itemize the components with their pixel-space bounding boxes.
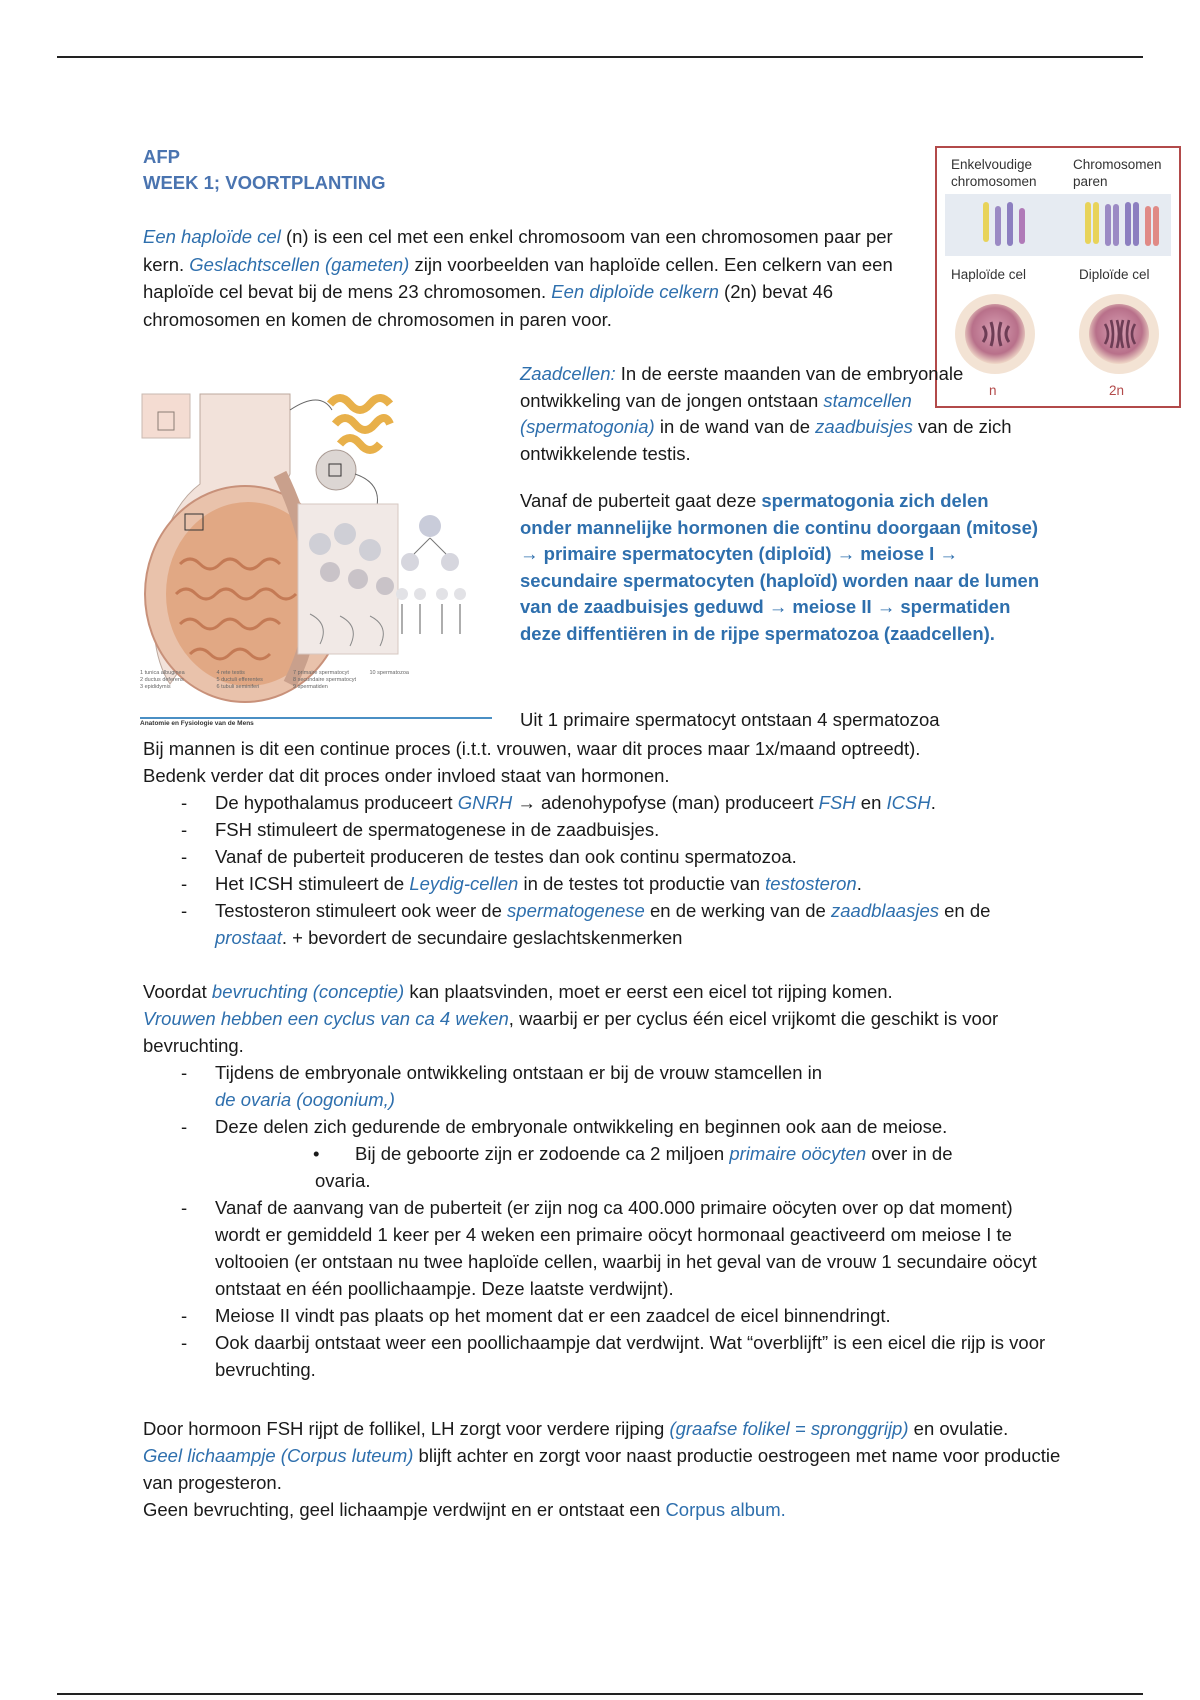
legend-item: 2 ductus deferens: [140, 677, 184, 683]
text: Het ICSH stimuleert de: [215, 873, 410, 894]
legend-item: 6 tubuli seminiferi: [216, 684, 260, 690]
week-title: WEEK 1; VOORTPLANTING: [143, 172, 386, 193]
hormone-paragraph-1: [143, 1415, 1063, 1442]
sperm-paragraph-2: [520, 488, 1040, 647]
sperm-summary: Uit 1 primaire spermatocyt ontstaan 4 spermatozoa: [520, 709, 940, 730]
legend-item: 10 spermatozoa: [369, 670, 409, 676]
text: en: [855, 792, 887, 813]
testis-figure: [140, 354, 498, 728]
term-ovaria: de ovaria (oogonium,): [215, 1089, 395, 1110]
haploid-cell-label: Haploïde cel: [951, 267, 1027, 282]
page-title: [143, 144, 386, 196]
text: Geen bevruchting, geel lichaampje verdwijnt en er ontstaat een: [143, 1499, 666, 1520]
list-item: [143, 789, 1063, 816]
intro-text-1: (n) is een cel met een enkel chromosoom van een chromosomen paar per kern.: [143, 226, 893, 275]
diploid-cell-label: Diploïde cel: [1079, 267, 1150, 282]
list-item: - Vanaf de aanvang van de puberteit (er zijn nog ca 400.000 primaire oöcyten over op dat moment) wordt er gemiddeld 1 keer per 4 weken een primaire oöcyt hormonaal geactiveerd om meiose I te voltooien (er ontstaan nu twee haploïde cellen, waarbij in het geval van de vrouw 1 secundaire oöcyt ontstaat en één poollichaampje. Deze laatste verdwijnt).: [143, 1194, 1063, 1302]
women-bullet-list: [143, 1059, 1063, 1140]
list-item: - FSH stimuleert de spermatogenese in de zaadbuisjes.: [143, 816, 1063, 843]
spermatogenesis-detail: [298, 504, 466, 654]
term-zaadbuisjes: zaadbuisjes: [815, 416, 913, 437]
sub-bullet-line: [143, 1140, 1063, 1167]
course-title: AFP: [143, 146, 180, 167]
legend-item: 1 tunica albuginea: [140, 670, 185, 676]
text: over in de: [866, 1143, 953, 1164]
list-item: - Meiose II vindt pas plaats op het moment dat er een zaadcel de eicel binnendringt.: [143, 1302, 1063, 1329]
men-line-2: Bedenk verder dat dit proces onder invloed staat van hormonen.: [143, 765, 670, 786]
spermatogenesis-text: [520, 361, 1040, 647]
diploid-cell-drawing: [1079, 294, 1159, 374]
hormone-paragraph-2: [143, 1442, 1063, 1496]
bullet-dot: •: [313, 1143, 320, 1164]
text: , waarbij er per cyclus één eicel vrijkomt die geschikt is voor bevruchting.: [143, 1008, 999, 1056]
list-item: [143, 870, 1063, 897]
women-paragraph-2: [143, 1005, 1063, 1059]
footer-rule: [57, 1693, 1143, 1695]
hormone-section: [143, 1415, 1063, 1523]
term-haploid-cell: Een haploïde cel: [143, 226, 281, 247]
text: Testosteron stimuleert ook weer de: [215, 900, 508, 921]
term-zaadblaasjes: zaadblaasjes: [831, 900, 939, 921]
haploid-ploidy: n: [989, 383, 997, 398]
intro-paragraph: [143, 223, 903, 333]
intro-text-2: zijn voorbeelden van haploïde cellen. Een celkern van een haploïde cel bevat bij de mens 23 chromosomen.: [143, 253, 893, 302]
term-gametes: Geslachtscellen (gameten): [189, 253, 410, 275]
sub-bullet-item: [143, 1140, 1063, 1194]
text: .: [930, 792, 936, 813]
legend-item: 3 epididymis: [140, 684, 171, 690]
term-bevruchting: bevruchting (conceptie): [211, 981, 405, 1002]
text: De hypothalamus produceert: [215, 792, 458, 813]
sub-bullet-continuation: ovaria.: [315, 1170, 371, 1191]
legend-item: 9 spermatiden: [293, 684, 328, 690]
term-primaire-oocyten: primaire oöcyten: [729, 1143, 867, 1164]
legend-item: 8 secundaire spermatocyt: [293, 677, 356, 683]
term-corpus-luteum: Geel lichaampje (Corpus luteum): [143, 1445, 414, 1466]
women-paragraph-1: [143, 978, 1063, 1005]
text: Door hormoon FSH rijpt de follikel, LH zorgt voor verdere rijping: [143, 1418, 670, 1439]
list-item: - Deze delen zich gedurende de embryonale ontwikkeling en beginnen ook aan de meiose.: [143, 1113, 1063, 1140]
term-gnrh: GNRH: [457, 792, 513, 813]
legend-item: 7 primaire spermatocyt: [293, 670, 349, 676]
sperm-text-2: in de wand van de: [654, 416, 816, 437]
tubule-detail: [290, 398, 390, 514]
term-fsh: FSH: [818, 792, 856, 813]
text: kan plaatsvinden, moet er eerst een eicel tot rijping komen.: [404, 981, 893, 1002]
term-prostaat: prostaat: [215, 927, 282, 948]
list-item: [143, 1059, 1063, 1113]
text: .: [856, 873, 862, 894]
list-item: [143, 897, 1063, 951]
sperm-text-1: In de eerste maanden van de embryonale ontwikkeling van de jongen ontstaan: [520, 363, 964, 411]
term-testosteron: testosteron: [765, 873, 857, 894]
legend-item: 5 ductuli efferentes: [216, 677, 263, 683]
chromosome-illustration: [945, 194, 1171, 256]
col2-header: Chromosomen paren: [1073, 157, 1162, 189]
text: en de: [939, 900, 991, 921]
text: Voordat: [143, 981, 212, 1002]
term-diploid-nucleus: Een diploïde celkern: [551, 281, 719, 302]
list-item: - Ook daarbij ontstaat weer een poollichaampje dat verdwijnt. Wat “overblijft” is een eicel die rijp is voor bevruchting.: [143, 1329, 1063, 1383]
men-section: [143, 735, 1063, 951]
intro-text-3: (2n) bevat 46 chromosomen en komen de chromosomen in paren voor.: [143, 281, 834, 330]
text: in de testes tot productie van: [518, 873, 766, 894]
text: . + bevordert de secundaire geslachtskenmerken: [281, 927, 683, 948]
list-item: - Vanaf de puberteit produceren de testes dan ook continu spermatozoa.: [143, 843, 1063, 870]
term-leydig: Leydig-cellen: [409, 873, 519, 894]
sperm-text-3: van de zich ontwikkelende testis.: [520, 416, 1012, 464]
term-cyclus: Vrouwen hebben een cyclus van ca 4 weken: [143, 1008, 509, 1029]
men-line-1: Bij mannen is dit een continue proces (i.t.t. vrouwen, waar dit proces maar 1x/maand optreedt).: [143, 738, 921, 759]
legend-item: 4 rete testis: [216, 670, 245, 676]
hormone-paragraph-3: [143, 1496, 1063, 1523]
col1-header: Enkelvoudige chromosomen: [951, 157, 1037, 189]
women-bullet-list-2: [143, 1194, 1063, 1383]
text: Bij de geboorte zijn er zodoende ca 2 miljoen: [355, 1143, 730, 1164]
text: blijft achter en zorgt voor naast productie oestrogeen met name voor productie van progesteron.: [143, 1445, 1061, 1493]
testis-legend: [140, 670, 440, 691]
sperm-paragraph-1: [520, 361, 1040, 467]
testis-caption: Anatomie en Fysiologie van de Mens: [140, 720, 254, 727]
term-zaadcellen: Zaadcellen:: [520, 363, 616, 384]
text: Tijdens de embryonale ontwikkeling ontstaan er bij de vrouw stamcellen in: [215, 1062, 823, 1083]
text: en ovulatie.: [908, 1418, 1009, 1439]
text: → adenohypofyse (man) produceert: [512, 792, 819, 813]
spermatogenesis-sequence: spermatogonia zich delen onder mannelijke hormonen die continu doorgaan (mitose) → primaire spermatocyten (diploïd) → meiose I → secundaire spermatocyten (haploïd) worden naar de lumen van de zaadbuisjes geduwd → meiose II → spermatiden deze diffentiëren in de rijpe spermatozoa (zaadcellen).: [520, 490, 1040, 644]
text: en de werking van de: [644, 900, 831, 921]
sperm-text-4: Vanaf de puberteit gaat deze: [520, 490, 762, 511]
term-stamcellen: stamcellen (spermatogonia): [520, 389, 912, 437]
women-section: [143, 978, 1063, 1383]
term-spermatogenese: spermatogenese: [507, 900, 645, 921]
term-icsh: ICSH: [886, 792, 931, 813]
diploid-ploidy: 2n: [1109, 383, 1125, 398]
term-corpus-album: Corpus album.: [665, 1499, 786, 1520]
men-bullet-list: [143, 789, 1063, 951]
header-rule: [57, 56, 1143, 58]
term-graafse-follikel: (graafse folikel = spronggrijp): [669, 1418, 909, 1439]
